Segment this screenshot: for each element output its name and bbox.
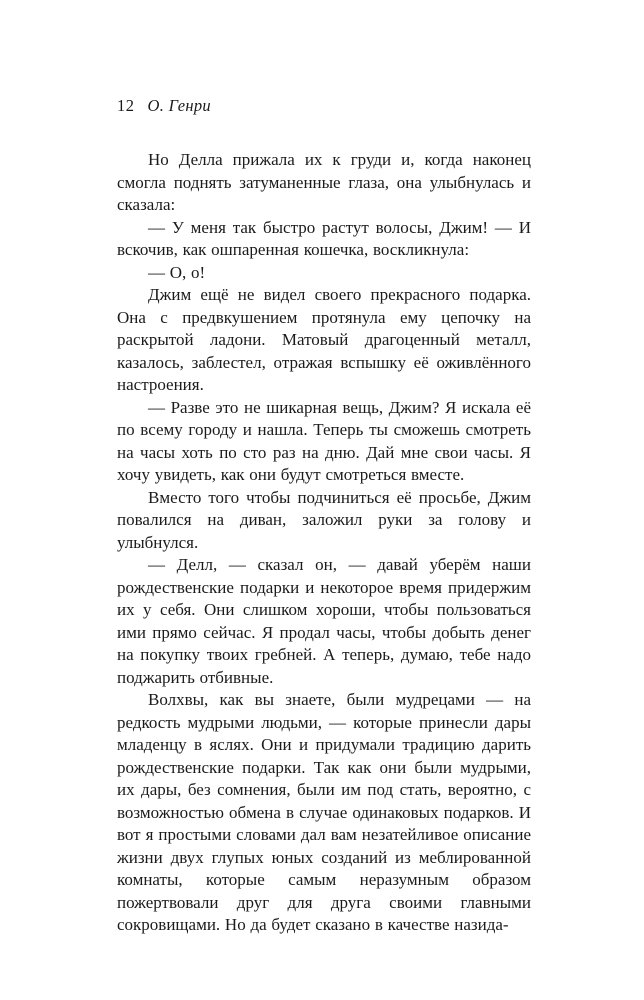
running-head-author: О. Генри (147, 96, 211, 115)
paragraph: Волхвы, как вы знаете, были мудрецами — на редкость мудрыми людьми, — которые принесли дары младенцу в яслях. Они и придумали традицию дарить рождественские подарки. Так как они были мудрыми, их дары, без сомнения, были им под стать, вероятно, с возможностью обмена в случае одинаковых подарков. И вот я простыми словами дал вам незатейливое описание жизни двух глупых юных созданий из меблированной комнаты, которые самым неразумным образом пожертвовали друг для друга своими главными сокровищами. Но да будет сказано в качестве назида- (117, 690, 531, 934)
paragraph: Но Делла прижала их к груди и, когда наконец смогла поднять затуманенные глаза, она улыбнулась и сказала: (117, 150, 531, 214)
paragraph: — У меня так быстро растут волосы, Джим! — И вскочив, как ошпаренная кошечка, воскликнула: (117, 217, 531, 259)
paragraph: Вместо того чтобы подчиниться её просьбе, Джим повалился на диван, заложил руки за голову и улыбнулся. (117, 487, 531, 552)
paragraph: — Делл, — сказал он, — давай уберём наши рождественские подарки и некоторое время придержим их у себя. Они слишком хороши, чтобы пользоваться ими прямо сейчас. Я продал часы, чтобы добыть денег на покупку твоих гребней. А теперь, думаю, тебе надо поджарить отбивные. (117, 555, 531, 687)
paragraph: — О, о! (148, 262, 206, 282)
page-number: 12 (117, 96, 135, 115)
paragraph: Джим ещё не видел своего прекрасного подарка. Она с предвкушением протянула ему цепочку на раскрытой ладони. Матовый драгоценный металл, казалось, заблестел, отражая вспышку её оживлённого настроения. (117, 285, 531, 394)
page-body (117, 149, 531, 937)
paragraph: — Разве это не шикарная вещь, Джим? Я искала её по всему городу и нашла. Теперь ты сможешь смотреть на часы хоть по сто раз на дню. Дай мне свои часы. Я хочу увидеть, как они будут смотреться вместе. (117, 397, 531, 484)
running-head (117, 96, 530, 116)
